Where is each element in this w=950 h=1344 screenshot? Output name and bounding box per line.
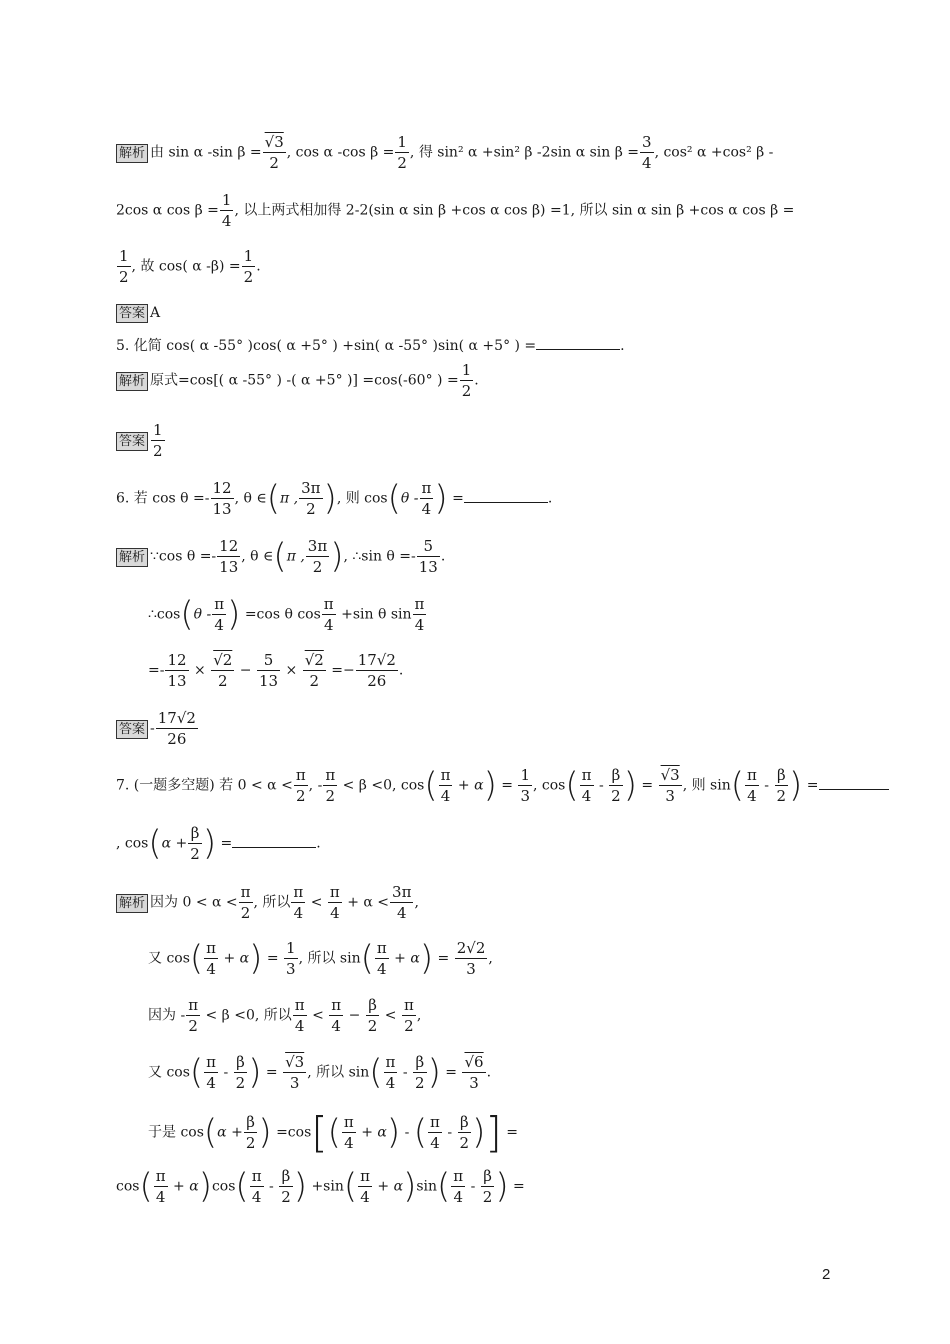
text: < bbox=[306, 894, 327, 911]
fraction: $\frac{\pi}{4}$ bbox=[331, 996, 342, 1035]
analysis-tag: 解析 bbox=[116, 144, 148, 163]
q6-analysis-line-1: 解析 ∵cos θ =- $\frac{12}{13}$ , θ ∈(π , $\frac{3\pi}{2}$ ), ∴sin θ =- $\frac{5}{13}$ . bbox=[116, 536, 445, 577]
text: θ - bbox=[193, 606, 212, 623]
text: , bbox=[488, 950, 493, 967]
fraction: $\frac{\pi}{4}$ bbox=[323, 595, 334, 634]
q7-analysis-line-3 bbox=[148, 995, 421, 1036]
fraction: $\frac{\pi}{4}$ bbox=[206, 1053, 217, 1092]
q7-question-line-1: 7. (一题多空题) 若 0 < α < $\frac{\pi}{2}$ , - $\frac{\pi}{2}$ < β <0, cos( $\frac{\pi}{4}$ + α) = $\frac{1}{3}$ , cos( $\frac{\pi}{4}$ - $\frac{\beta}{2}$ ) = $\frac{√3}{3}$ , 则 sin( $\frac{\pi}{4}$ - $\frac{\beta}{2}$ ) = bbox=[116, 765, 889, 806]
text: =− bbox=[326, 662, 355, 679]
text: ∵cos θ =- bbox=[150, 548, 217, 565]
fraction: $\frac{3}{4}$ bbox=[642, 133, 652, 172]
text: , 以上两式相加得 2-2(sin α sin β +cos α cos β) =1, 所以 sin α sin β +cos α cos β = bbox=[234, 202, 795, 219]
fraction: $\frac{\pi}{4}$ bbox=[453, 1167, 464, 1206]
text: - bbox=[219, 1064, 233, 1081]
fraction: $\frac{\beta}{2}$ bbox=[482, 1167, 493, 1206]
fraction: $\frac{12}{13}$ bbox=[212, 479, 232, 518]
text: , cos bbox=[533, 777, 566, 794]
text: , cos α -cos β = bbox=[286, 144, 395, 161]
text: = bbox=[261, 1064, 283, 1081]
text: , bbox=[416, 1007, 422, 1024]
answer-fraction: $\frac{17√2}{26}$ bbox=[157, 709, 196, 748]
fraction: $\frac{\pi}{4}$ bbox=[385, 1053, 396, 1092]
text: = bbox=[636, 777, 658, 794]
answer-blank bbox=[819, 775, 889, 790]
fraction: $\frac{\pi}{4}$ bbox=[581, 766, 592, 805]
fraction: $\frac{\pi}{4}$ bbox=[421, 479, 432, 518]
question-text: 5. 化简 cos( α -55° )cos( α +5° ) +sin( α -55° )sin( α +5° ) = bbox=[116, 338, 537, 354]
fraction: $\frac{3\pi}{4}$ bbox=[392, 883, 412, 922]
text: 原式=cos[( α -55° ) -( α +5° )] =cos(-60° ) = bbox=[150, 372, 459, 389]
fraction: $\frac{\pi}{2}$ bbox=[325, 766, 336, 805]
text: . bbox=[474, 372, 479, 389]
answer-value: A bbox=[150, 305, 161, 321]
fraction: $\frac{5}{13}$ bbox=[258, 651, 279, 690]
text: 2cos α cos β = bbox=[116, 202, 219, 219]
text: + α bbox=[168, 1178, 199, 1195]
text: 又 cos bbox=[148, 950, 190, 967]
text: = bbox=[508, 1178, 525, 1195]
q7-analysis-line-6: cos( $\frac{\pi}{4}$ + α)cos( $\frac{\pi}{4}$ - $\frac{\beta}{2}$ ) +sin( $\frac{\pi}{4}$ + α)sin( $\frac{\pi}{4}$ - $\frac{\beta}{2}$ ) = bbox=[116, 1166, 525, 1207]
q5-analysis bbox=[116, 360, 479, 401]
text: + α < bbox=[342, 894, 390, 911]
text: + α bbox=[372, 1178, 404, 1195]
text: =cos θ cos bbox=[240, 606, 321, 623]
fraction: $\frac{\pi}{4}$ bbox=[747, 766, 757, 805]
fraction: $\frac{\pi}{4}$ bbox=[440, 766, 451, 805]
text: , 故 cos( α -β) = bbox=[131, 258, 241, 275]
p4-analysis-line-2 bbox=[116, 190, 794, 231]
fraction: $\frac{\pi}{4}$ bbox=[293, 883, 304, 922]
fraction: $\frac{17√2}{26}$ bbox=[357, 651, 396, 690]
fraction: $\frac{\pi}{2}$ bbox=[295, 766, 306, 805]
fraction: $\frac{1}{2}$ bbox=[397, 133, 407, 172]
text: = bbox=[440, 1064, 462, 1081]
text: × bbox=[281, 662, 302, 679]
fraction: $\frac{\pi}{2}$ bbox=[240, 883, 251, 922]
fraction: $\frac{\beta}{2}$ bbox=[367, 996, 378, 1035]
fraction: $\frac{√3}{2}$ bbox=[264, 133, 284, 172]
answer-fraction: $\frac{1}{2}$ bbox=[153, 421, 163, 460]
text: = bbox=[802, 777, 819, 794]
text: + α bbox=[356, 1124, 387, 1141]
text: + α bbox=[219, 950, 250, 967]
analysis-tag: 解析 bbox=[116, 372, 148, 391]
text: . bbox=[256, 258, 261, 275]
fraction: $\frac{\pi}{4}$ bbox=[360, 1167, 370, 1206]
text: - bbox=[759, 777, 774, 794]
q7-analysis-line-4: 又 cos( $\frac{\pi}{4}$ - $\frac{\beta}{2}$ ) = $\frac{√3}{3}$ , 所以 sin( $\frac{\pi}{4}$ - $\frac{\beta}{2}$ ) = $\frac{√6}{3}$ . bbox=[148, 1052, 492, 1093]
text: . bbox=[316, 835, 321, 852]
q6-analysis-line-3 bbox=[148, 650, 403, 691]
q6-answer bbox=[116, 708, 199, 749]
fraction: $\frac{\beta}{2}$ bbox=[611, 766, 621, 805]
fraction: $\frac{\pi}{4}$ bbox=[214, 595, 225, 634]
text: - bbox=[400, 1124, 414, 1141]
answer-tag: 答案 bbox=[116, 304, 148, 323]
fraction: $\frac{\pi}{4}$ bbox=[376, 939, 387, 978]
fraction: $\frac{√2}{2}$ bbox=[304, 651, 324, 690]
fraction: $\frac{1}{2}$ bbox=[461, 361, 472, 400]
analysis-tag: 解析 bbox=[116, 548, 148, 567]
text: = bbox=[433, 950, 454, 967]
fraction: $\frac{\pi}{2}$ bbox=[403, 996, 414, 1035]
text: +sin θ sin bbox=[336, 606, 412, 623]
text: = bbox=[496, 777, 518, 794]
text: , θ ∈ bbox=[234, 490, 267, 507]
fraction: $\frac{12}{13}$ bbox=[167, 651, 187, 690]
text: - bbox=[398, 1064, 413, 1081]
text: 又 cos bbox=[148, 1064, 190, 1081]
text: = bbox=[216, 835, 233, 852]
answer-blank bbox=[232, 833, 316, 848]
fraction: $\frac{\beta}{2}$ bbox=[281, 1167, 291, 1206]
text: - bbox=[150, 720, 155, 737]
text: . bbox=[547, 490, 553, 507]
fraction: $\frac{\pi}{2}$ bbox=[188, 996, 199, 1035]
text: +sin bbox=[307, 1178, 344, 1195]
q5-answer bbox=[116, 420, 166, 461]
text: + α bbox=[453, 777, 484, 794]
page-number: 2 bbox=[822, 1266, 831, 1283]
text: 因为 - bbox=[148, 1007, 186, 1024]
fraction: $\frac{1}{4}$ bbox=[221, 191, 232, 230]
fraction: $\frac{12}{13}$ bbox=[219, 537, 239, 576]
fraction: $\frac{5}{13}$ bbox=[418, 537, 438, 576]
fraction: $\frac{1}{3}$ bbox=[520, 766, 531, 805]
text: < β <0, 所以 bbox=[201, 1007, 292, 1024]
fraction: $\frac{3\pi}{2}$ bbox=[307, 537, 328, 576]
text: , cos bbox=[116, 835, 149, 852]
text: + α bbox=[389, 950, 420, 967]
fraction: $\frac{\pi}{4}$ bbox=[430, 1113, 440, 1152]
answer-tag: 答案 bbox=[116, 432, 148, 451]
p4-answer bbox=[116, 304, 160, 323]
fraction: $\frac{\beta}{2}$ bbox=[190, 824, 200, 863]
fraction: $\frac{\beta}{2}$ bbox=[235, 1053, 246, 1092]
text: cos bbox=[211, 1178, 236, 1195]
text: , 则 sin bbox=[682, 777, 731, 794]
text: =- bbox=[148, 662, 165, 679]
text: − bbox=[235, 662, 256, 679]
fraction: $\frac{\pi}{4}$ bbox=[414, 595, 425, 634]
text: , θ ∈ bbox=[241, 548, 274, 565]
q7-analysis-line-5: 于是 cos(α + $\frac{\beta}{2}$ ) =cos[( $\frac{\pi}{4}$ + α) - ( $\frac{\pi}{4}$ - $\frac{\beta}{2}$ )] = bbox=[148, 1108, 518, 1157]
fraction: $\frac{\pi}{4}$ bbox=[294, 996, 305, 1035]
text: sin bbox=[416, 1178, 438, 1195]
text: − bbox=[344, 1007, 365, 1024]
fraction: $\frac{\beta}{2}$ bbox=[459, 1113, 470, 1152]
fraction: $\frac{\pi}{4}$ bbox=[206, 939, 217, 978]
text: . bbox=[486, 1064, 492, 1081]
p4-analysis-line-3 bbox=[116, 246, 261, 287]
text: = bbox=[501, 1124, 518, 1141]
text: , 得 sin² α +sin² β -2sin α sin β = bbox=[409, 144, 640, 161]
text: - bbox=[442, 1124, 457, 1141]
analysis-tag: 解析 bbox=[116, 894, 148, 913]
text: , cos² α +cos² β - bbox=[654, 144, 774, 161]
q6-analysis-line-2: ∴cos(θ - $\frac{\pi}{4}$ ) =cos θ cos $\frac{\pi}{4}$ +sin θ sin $\frac{\pi}{4}$ bbox=[148, 594, 425, 635]
p4-analysis-line-1 bbox=[116, 132, 773, 173]
text: 7. (一题多空题) 若 0 < α < bbox=[116, 777, 293, 794]
text: < bbox=[380, 1007, 401, 1024]
text: π , bbox=[286, 548, 305, 565]
fraction: $\frac{\beta}{2}$ bbox=[415, 1053, 425, 1092]
q6-question: 6. 若 cos θ =- $\frac{12}{13}$ , θ ∈(π , $\frac{3\pi}{2}$ ), 则 cos(θ - $\frac{\pi}{4}$ ) = . bbox=[116, 478, 553, 519]
fraction: $\frac{√2}{2}$ bbox=[213, 651, 233, 690]
text: , 所以 bbox=[253, 894, 291, 911]
text: ∴cos bbox=[148, 606, 181, 623]
text: < β <0, cos bbox=[338, 777, 425, 794]
text: - bbox=[466, 1178, 480, 1195]
answer-tag: 答案 bbox=[116, 720, 148, 739]
q7-analysis-line-2: 又 cos( $\frac{\pi}{4}$ + α) = $\frac{1}{3}$ , 所以 sin( $\frac{\pi}{4}$ + α) = $\frac{2√2}{3}$ , bbox=[148, 938, 493, 979]
text: - bbox=[594, 777, 609, 794]
text: α + bbox=[217, 1124, 243, 1141]
text: × bbox=[189, 662, 211, 679]
text: α + bbox=[161, 835, 188, 852]
fraction: $\frac{\pi}{4}$ bbox=[343, 1113, 354, 1152]
text: π , bbox=[280, 490, 299, 507]
text: = bbox=[447, 490, 464, 507]
text: . bbox=[440, 548, 446, 565]
fraction: $\frac{√3}{3}$ bbox=[285, 1053, 305, 1092]
text: , 则 cos bbox=[336, 490, 388, 507]
text: , - bbox=[308, 777, 323, 794]
text: , ∴sin θ =- bbox=[343, 548, 416, 565]
fraction: $\frac{2√2}{3}$ bbox=[456, 939, 486, 978]
q7-question-line-2: , cos(α + $\frac{\beta}{2}$ ) = . bbox=[116, 823, 321, 864]
fraction: $\frac{\beta}{2}$ bbox=[776, 766, 787, 805]
answer-blank bbox=[464, 488, 548, 503]
text: , bbox=[414, 894, 419, 911]
q7-analysis-line-1 bbox=[116, 882, 419, 923]
text: , 所以 sin bbox=[307, 1064, 370, 1081]
text: 6. 若 cos θ =- bbox=[116, 490, 210, 507]
fraction: $\frac{1}{2}$ bbox=[119, 247, 129, 286]
fraction: $\frac{1}{2}$ bbox=[243, 247, 254, 286]
fraction: $\frac{\beta}{2}$ bbox=[245, 1113, 256, 1152]
text: , 所以 sin bbox=[298, 950, 361, 967]
text: . bbox=[398, 662, 404, 679]
fraction: $\frac{√3}{3}$ bbox=[660, 766, 680, 805]
fraction: $\frac{√6}{3}$ bbox=[464, 1053, 484, 1092]
text: 由 sin α -sin β = bbox=[150, 144, 262, 161]
fraction: $\frac{1}{3}$ bbox=[286, 939, 296, 978]
text: = bbox=[262, 950, 284, 967]
text: =cos bbox=[271, 1124, 312, 1141]
answer-blank bbox=[536, 335, 620, 350]
text: 于是 cos bbox=[148, 1124, 204, 1141]
text: 因为 0 < α < bbox=[150, 894, 238, 911]
text: cos bbox=[116, 1178, 140, 1195]
text: < bbox=[307, 1007, 329, 1024]
fraction: $\frac{\pi}{4}$ bbox=[155, 1167, 166, 1206]
q5-question: 5. 化简 cos( α -55° )cos( α +5° ) +sin( α -55° )sin( α +5° ) = . bbox=[116, 335, 625, 355]
fraction: $\frac{\pi}{4}$ bbox=[251, 1167, 262, 1206]
fraction: $\frac{3\pi}{2}$ bbox=[301, 479, 321, 518]
fraction: $\frac{\pi}{4}$ bbox=[329, 883, 340, 922]
text: - bbox=[264, 1178, 279, 1195]
text: θ - bbox=[400, 490, 419, 507]
